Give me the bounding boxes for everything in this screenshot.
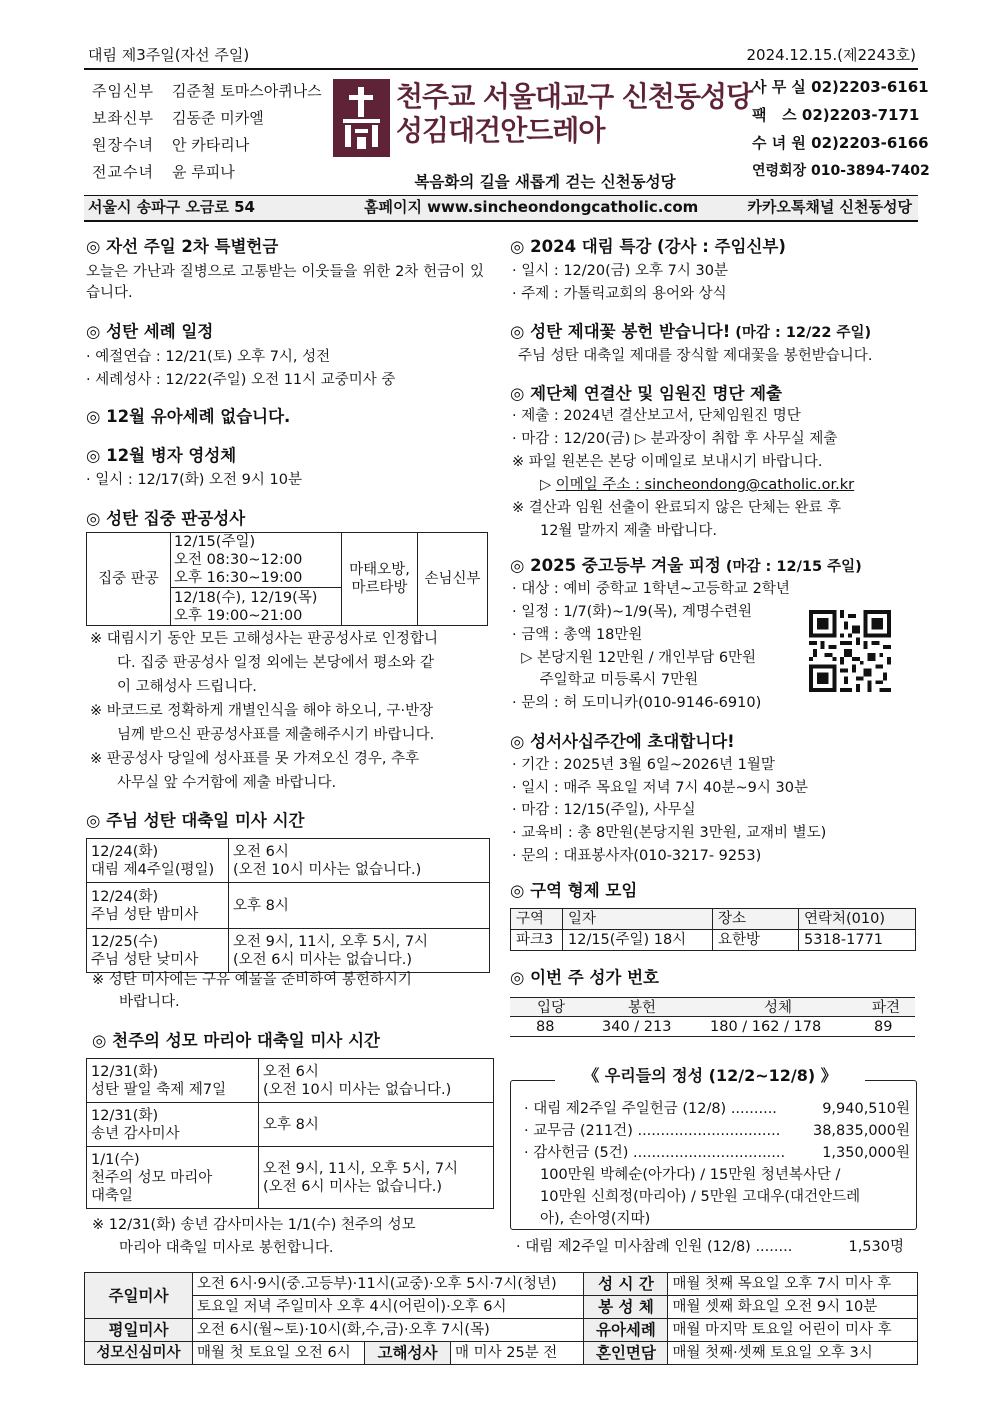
- homepage-link[interactable]: 홈페이지 www.sincheondongcatholic.com: [364, 198, 699, 216]
- staff-name: 김준철 토마스아퀴나스: [172, 82, 322, 100]
- contact-label: 사 무 실: [752, 78, 806, 96]
- cell-line: 12/31(화): [91, 1107, 159, 1124]
- table-cell: [171, 533, 342, 588]
- note-line: ※ 결산과 임원 선출이 완료되지 않은 단체는 완료 후: [512, 500, 842, 516]
- schedule-label: 성모신심미사: [85, 1342, 193, 1365]
- cell-line: 오전 08:30~12:00: [174, 552, 303, 568]
- section-title: ◎ 천주의 성모 마리아 대축일 미사 시간: [92, 1031, 380, 1050]
- slogan: 복음화의 길을 새롭게 걷는 신천동성당: [414, 173, 676, 191]
- note-block: [92, 1214, 492, 1260]
- section-title: ◎ 자선 주일 2차 특별헌금: [86, 237, 279, 256]
- table-cell: [229, 929, 490, 973]
- note-line: 다. 집중 판공성사 일정 외에는 본당에서 평소와 같: [117, 655, 435, 671]
- offering-label: · 감사헌금 (5건) .................................: [524, 1145, 786, 1161]
- issue-line: [88, 46, 916, 68]
- schedule-label: 고해성사: [365, 1342, 451, 1365]
- offering-line: [524, 1120, 910, 1142]
- list-item: · 일시 : 12/20(금) 오후 7시 30분: [512, 263, 728, 279]
- section-title: ◎ 성탄 세례 일정: [86, 322, 214, 341]
- schedule-label: 봉 성 체: [584, 1296, 668, 1319]
- contact-row: [752, 162, 930, 190]
- schedule-value: 토요일 저녁 주일미사 오후 4시(어린이)·오후 6시: [193, 1296, 584, 1319]
- table-cell: 집중 판공: [87, 533, 171, 626]
- section-title: ◎ 성서사십주간에 초대합니다!: [510, 732, 735, 751]
- cell-line: 1/1(수): [91, 1151, 140, 1168]
- cell-line: 오후 16:30~19:00: [174, 570, 303, 586]
- hymn-header: 입당: [537, 1000, 566, 1016]
- table-header: 구역: [511, 909, 563, 930]
- contact-value: 010-3894-7402: [810, 163, 930, 179]
- contact-label: 연령회장: [752, 163, 807, 179]
- offerings-title: 《 우리들의 정성 (12/2~12/8) 》: [555, 1066, 865, 1092]
- table-cell: 요한방: [713, 930, 799, 951]
- table-cell: 손님신부: [418, 533, 488, 626]
- hymn-header: 파견: [872, 1000, 901, 1016]
- church-name: [396, 80, 756, 148]
- staff-row: [92, 163, 332, 190]
- staff-role: 전교수녀: [92, 163, 154, 181]
- offering-detail: 10만원 신희정(마리아) / 5만원 고대우(대건안드레: [540, 1189, 861, 1205]
- schedule-label: 혼인면담: [584, 1342, 668, 1365]
- table-cell: [229, 839, 490, 883]
- staff-name: 안 카타리나: [172, 136, 250, 154]
- cell-line: 오전 9시, 11시, 오후 5시, 7시: [233, 933, 429, 950]
- offering-label: · 교무금 (211건) ...............................: [524, 1123, 781, 1139]
- district-table: [510, 908, 916, 951]
- staff-row: [92, 109, 332, 136]
- list-item: · 금액 : 총액 18만원: [512, 627, 643, 643]
- hymn-number: 89: [874, 1019, 893, 1035]
- section-title: [510, 555, 862, 577]
- deadline-note: (마감 : 12/15 주일): [720, 559, 862, 575]
- schedule-label: 성 시 간: [584, 1273, 668, 1296]
- cell-line: 송년 감사미사: [91, 1125, 180, 1142]
- email-line: [540, 475, 854, 496]
- schedule-label: 평일미사: [85, 1319, 193, 1342]
- cell-line: 오후 8시: [233, 897, 289, 914]
- note-line: 님께 받으신 판공성사표를 제출해주시기 바랍니다.: [117, 727, 435, 743]
- table-cell: [87, 883, 229, 929]
- address: 서울시 송파구 오금로 54: [88, 198, 255, 216]
- table-header: 연락처(010): [799, 909, 916, 930]
- cell-line: 오전 6시: [263, 1063, 319, 1080]
- kakao-channel: 카카오톡채널 신천동성당: [747, 198, 912, 216]
- contact-row: [752, 78, 929, 106]
- church-name-line1: 천주교 서울대교구 신천동성당: [396, 80, 753, 113]
- section-title: ◎ 성탄 집중 판공성사: [86, 509, 246, 528]
- list-item: · 마감 : 12/15(주일), 사무실: [512, 802, 696, 818]
- list-item: · 문의 : 대표봉사자(010-3217- 9253): [512, 848, 762, 864]
- liturgical-day: 대림 제3주일(자선 주일): [88, 46, 250, 64]
- cell-line: 12/24(화): [91, 843, 159, 860]
- schedule-value: 매월 첫째·셋째 토요일 오후 3시: [668, 1342, 918, 1365]
- table-cell: [87, 929, 229, 973]
- contact-row: [752, 106, 922, 134]
- note-line: ※ 대림시기 동안 모든 고해성사는 판공성사로 인정합니: [90, 631, 438, 647]
- contact-row: [752, 134, 929, 162]
- schedule-value: 오전 6시(월~토)·10시(화,수,금)·오후 7시(목): [193, 1319, 584, 1342]
- contact-label: 수 녀 원: [752, 134, 806, 152]
- cell-line: 오전 9시, 11시, 오후 5시, 7시: [263, 1160, 459, 1177]
- offering-label: · 대림 제2주일 주일헌금 (12/8) ..........: [524, 1101, 777, 1117]
- table-cell: 12/15(주일) 18시: [563, 930, 713, 951]
- cell-line: 대림 제4주일(평일): [91, 861, 215, 878]
- staff-name: 윤 루피나: [172, 163, 235, 181]
- section-title: ◎ 주님 성탄 대축일 미사 시간: [86, 811, 305, 830]
- offering-detail: 100만원 박혜순(아가다) / 15만원 청년복사단 /: [540, 1167, 841, 1183]
- cell-line: 오후 19:00~21:00: [174, 607, 303, 624]
- section-title: [510, 321, 871, 343]
- cell-line: 12/15(주일): [174, 534, 256, 550]
- mary-feast-table: [86, 1058, 494, 1209]
- cell-line: 주님 성탄 밤미사: [91, 906, 199, 923]
- section-title: ◎ 제단체 연결산 및 임원진 명단 제출: [510, 384, 783, 403]
- contact-value: 02)2203-6166: [811, 134, 929, 152]
- note-line: 사무실 앞 수거함에 제출 바랍니다.: [117, 775, 337, 791]
- confession-table: [86, 532, 488, 626]
- list-item: ※ 파일 원본은 본당 이메일로 보내시기 바랍니다.: [512, 454, 823, 470]
- section-title-main: ◎ 2025 중고등부 겨울 피정: [510, 556, 721, 575]
- table-cell: 5318-1771: [799, 930, 916, 951]
- cell-line: 천주의 성모 마리아: [91, 1169, 213, 1186]
- cell-line: 12/25(수): [91, 933, 159, 950]
- cell-line: 마태오방,: [349, 562, 410, 578]
- list-item: · 제출 : 2024년 결산보고서, 단체임원진 명단: [512, 408, 801, 424]
- table-cell: [171, 588, 342, 626]
- contacts: [752, 78, 930, 190]
- note-line: ※ 성탄 미사에는 구유 예물을 준비하여 봉헌하시기: [92, 972, 412, 988]
- hymn-header: 봉헌: [628, 1000, 657, 1016]
- list-item: · 세례성사 : 12/22(주일) 오전 11시 교중미사 중: [86, 372, 396, 388]
- list-item: · 예절연습 : 12/21(토) 오후 7시, 성전: [86, 349, 331, 365]
- note-line: 이 고해성사 드립니다.: [117, 679, 257, 695]
- cell-line: 12/31(화): [91, 1063, 159, 1080]
- offering-line: [524, 1142, 910, 1164]
- offering-line: [524, 1098, 910, 1120]
- hymn-value-row: [510, 1017, 915, 1037]
- table-cell: [87, 1059, 259, 1103]
- attendance-label: · 대림 제2주일 미사참례 인원 (12/8) ........: [516, 1239, 793, 1255]
- offering-detail: 아), 손아영(지따): [540, 1211, 651, 1227]
- note-block: [90, 627, 486, 795]
- section-body: 오늘은 가난과 질병으로 고통받는 이웃들을 위한 2차 헌금이 있습니다.: [86, 264, 484, 301]
- cell-line: 성탄 팔일 축제 제7일: [91, 1081, 227, 1098]
- table-header: 일자: [563, 909, 713, 930]
- section-title: ◎ 이번 주 성가 번호: [510, 968, 659, 987]
- church-name-line2: 성김대건안드레아: [396, 114, 605, 147]
- cell-line: 대축일: [91, 1187, 134, 1204]
- staff-role: 원장수녀: [92, 136, 154, 154]
- deadline-note: (마감 : 12/22 주일): [730, 325, 872, 341]
- staff-name: 김동준 미카엘: [172, 109, 264, 127]
- hymn-number: 180 / 162 / 178: [710, 1019, 822, 1035]
- divider: [84, 68, 918, 70]
- table-cell: [87, 1103, 259, 1147]
- table-cell: [87, 1147, 259, 1209]
- table-cell: [259, 1147, 494, 1209]
- address-bar: [84, 196, 918, 221]
- hymn-table: [510, 997, 915, 1037]
- contact-value: 02)2203-7171: [801, 106, 920, 124]
- note-line: ※ 바코드로 정확하게 개별인식을 해야 하오니, 구·반장: [90, 703, 434, 719]
- offering-amount: 38,835,000원: [812, 1123, 910, 1139]
- list-item: ▷ 본당지원 12만원 / 개인부담 6만원: [512, 650, 757, 666]
- list-item: · 일시 : 매주 목요일 저녁 7시 40분~9시 30분: [512, 780, 808, 796]
- schedule-value: 오전 6시·9시(중.고등부)·11시(교중)·오후 5시·7시(청년): [193, 1273, 584, 1296]
- note-line: ※ 판공성사 당일에 성사표를 못 가져오신 경우, 추후: [90, 751, 420, 767]
- table-cell: [259, 1103, 494, 1147]
- note-line: 마리아 대축일 미사로 봉헌합니다.: [119, 1240, 334, 1256]
- table-row: [511, 930, 916, 951]
- cell-line: 주님 성탄 낮미사: [91, 951, 199, 968]
- note-line: ※ 12/31(화) 송년 감사미사는 1/1(수) 천주의 성모: [92, 1217, 416, 1233]
- list-item: · 대상 : 예비 중학교 1학년~고등학교 2학년: [512, 581, 790, 597]
- cell-line: 12/18(수), 12/19(목): [174, 589, 318, 606]
- contact-label: 팩 스: [752, 106, 797, 124]
- note-block: [92, 969, 486, 1013]
- hymn-header-row: [510, 997, 915, 1017]
- note-line: 12월 말까지 제출 바랍니다.: [540, 523, 717, 539]
- list-item: · 교육비 : 총 8만원(본당지원 3만원, 교재비 별도): [512, 825, 827, 841]
- staff-list: [92, 82, 332, 190]
- cell-line: 오후 8시: [263, 1116, 319, 1133]
- list-item: 주일학교 미등록시 7만원: [512, 672, 699, 688]
- section-title: ◎ 구역 형제 모임: [510, 881, 638, 900]
- schedule-label: 유아세례: [584, 1319, 668, 1342]
- issue-date: 2024.12.15.(제2243호): [746, 46, 916, 64]
- list-item: · 일정 : 1/7(화)~1/9(목), 계명수련원: [512, 604, 753, 620]
- attendance-line: [516, 1236, 904, 1258]
- schedule-value: 매 미사 25분 전: [451, 1342, 584, 1365]
- schedule-value: 매월 첫 토요일 오전 6시: [193, 1342, 365, 1365]
- staff-row: [92, 136, 332, 163]
- offering-amount: 9,940,510원: [822, 1101, 910, 1117]
- mass-schedule-table: [84, 1272, 918, 1365]
- divider: [84, 220, 918, 222]
- schedule-label: 주일미사: [85, 1273, 193, 1319]
- church-logo-icon: [333, 79, 390, 157]
- section-title-main: ◎ 성탄 제대꽃 봉헌 받습니다!: [510, 322, 731, 341]
- cell-line: 12/24(화): [91, 888, 159, 905]
- cell-line: (오전 6시 미사는 없습니다.): [233, 951, 413, 968]
- cell-line: (오전 10시 미사는 없습니다.): [263, 1081, 452, 1098]
- cell-line: 오전 6시: [233, 843, 289, 860]
- schedule-value: 매월 마지막 토요일 어린이 미사 후: [668, 1319, 918, 1342]
- table-cell: [87, 839, 229, 883]
- attendance-count: 1,530명: [848, 1239, 904, 1255]
- arrow-icon: ▷: [540, 477, 556, 493]
- list-item: · 기간 : 2025년 3월 6일~2026년 1월말: [512, 757, 775, 773]
- staff-role: 주임신부: [92, 82, 154, 100]
- hymn-number: 340 / 213: [602, 1019, 672, 1035]
- staff-row: [92, 82, 332, 109]
- list-item: · 마감 : 12/20(금) ▷ 분과장이 취합 후 사무실 제출: [512, 431, 838, 447]
- table-cell: [342, 533, 418, 626]
- section-body: 주님 성탄 대축일 제대를 장식할 제대꽃을 봉헌받습니다.: [518, 348, 873, 364]
- qr-code-icon[interactable]: [808, 610, 892, 692]
- list-item: · 주제 : 가톨릭교회의 용어와 상식: [512, 286, 727, 302]
- table-cell: 파크3: [511, 930, 563, 951]
- cell-line: (오전 6시 미사는 없습니다.): [263, 1178, 443, 1195]
- offering-amount: 1,350,000원: [822, 1145, 910, 1161]
- section-title: ◎ 12월 유아세례 없습니다.: [86, 407, 291, 426]
- staff-role: 보좌신부: [92, 109, 154, 127]
- schedule-value: 매월 첫째 목요일 오후 7시 미사 후: [668, 1273, 918, 1296]
- schedule-value: 매월 셋째 화요일 오전 9시 10분: [668, 1296, 918, 1319]
- table-cell: [229, 883, 490, 929]
- contact-value: 02)2203-6161: [811, 78, 929, 96]
- table-cell: [259, 1059, 494, 1103]
- section-title: ◎ 2024 대림 특강 (강사 : 주임신부): [510, 237, 786, 256]
- hymn-header: 성체: [764, 1000, 793, 1016]
- note-line: 바랍니다.: [119, 994, 180, 1010]
- cell-line: 마르타방: [351, 580, 408, 596]
- christmas-mass-table: [86, 838, 490, 973]
- list-item: · 문의 : 허 도미니카(010-9146-6910): [512, 695, 762, 711]
- hymn-number: 88: [536, 1019, 555, 1035]
- email-link[interactable]: 이메일 주소 : sincheondong@catholic.or.kr: [555, 477, 855, 493]
- section-title: ◎ 12월 병자 영성체: [86, 446, 237, 465]
- table-header: 장소: [713, 909, 799, 930]
- cell-line: (오전 10시 미사는 없습니다.): [233, 861, 422, 878]
- list-item: · 일시 : 12/17(화) 오전 9시 10분: [86, 472, 302, 488]
